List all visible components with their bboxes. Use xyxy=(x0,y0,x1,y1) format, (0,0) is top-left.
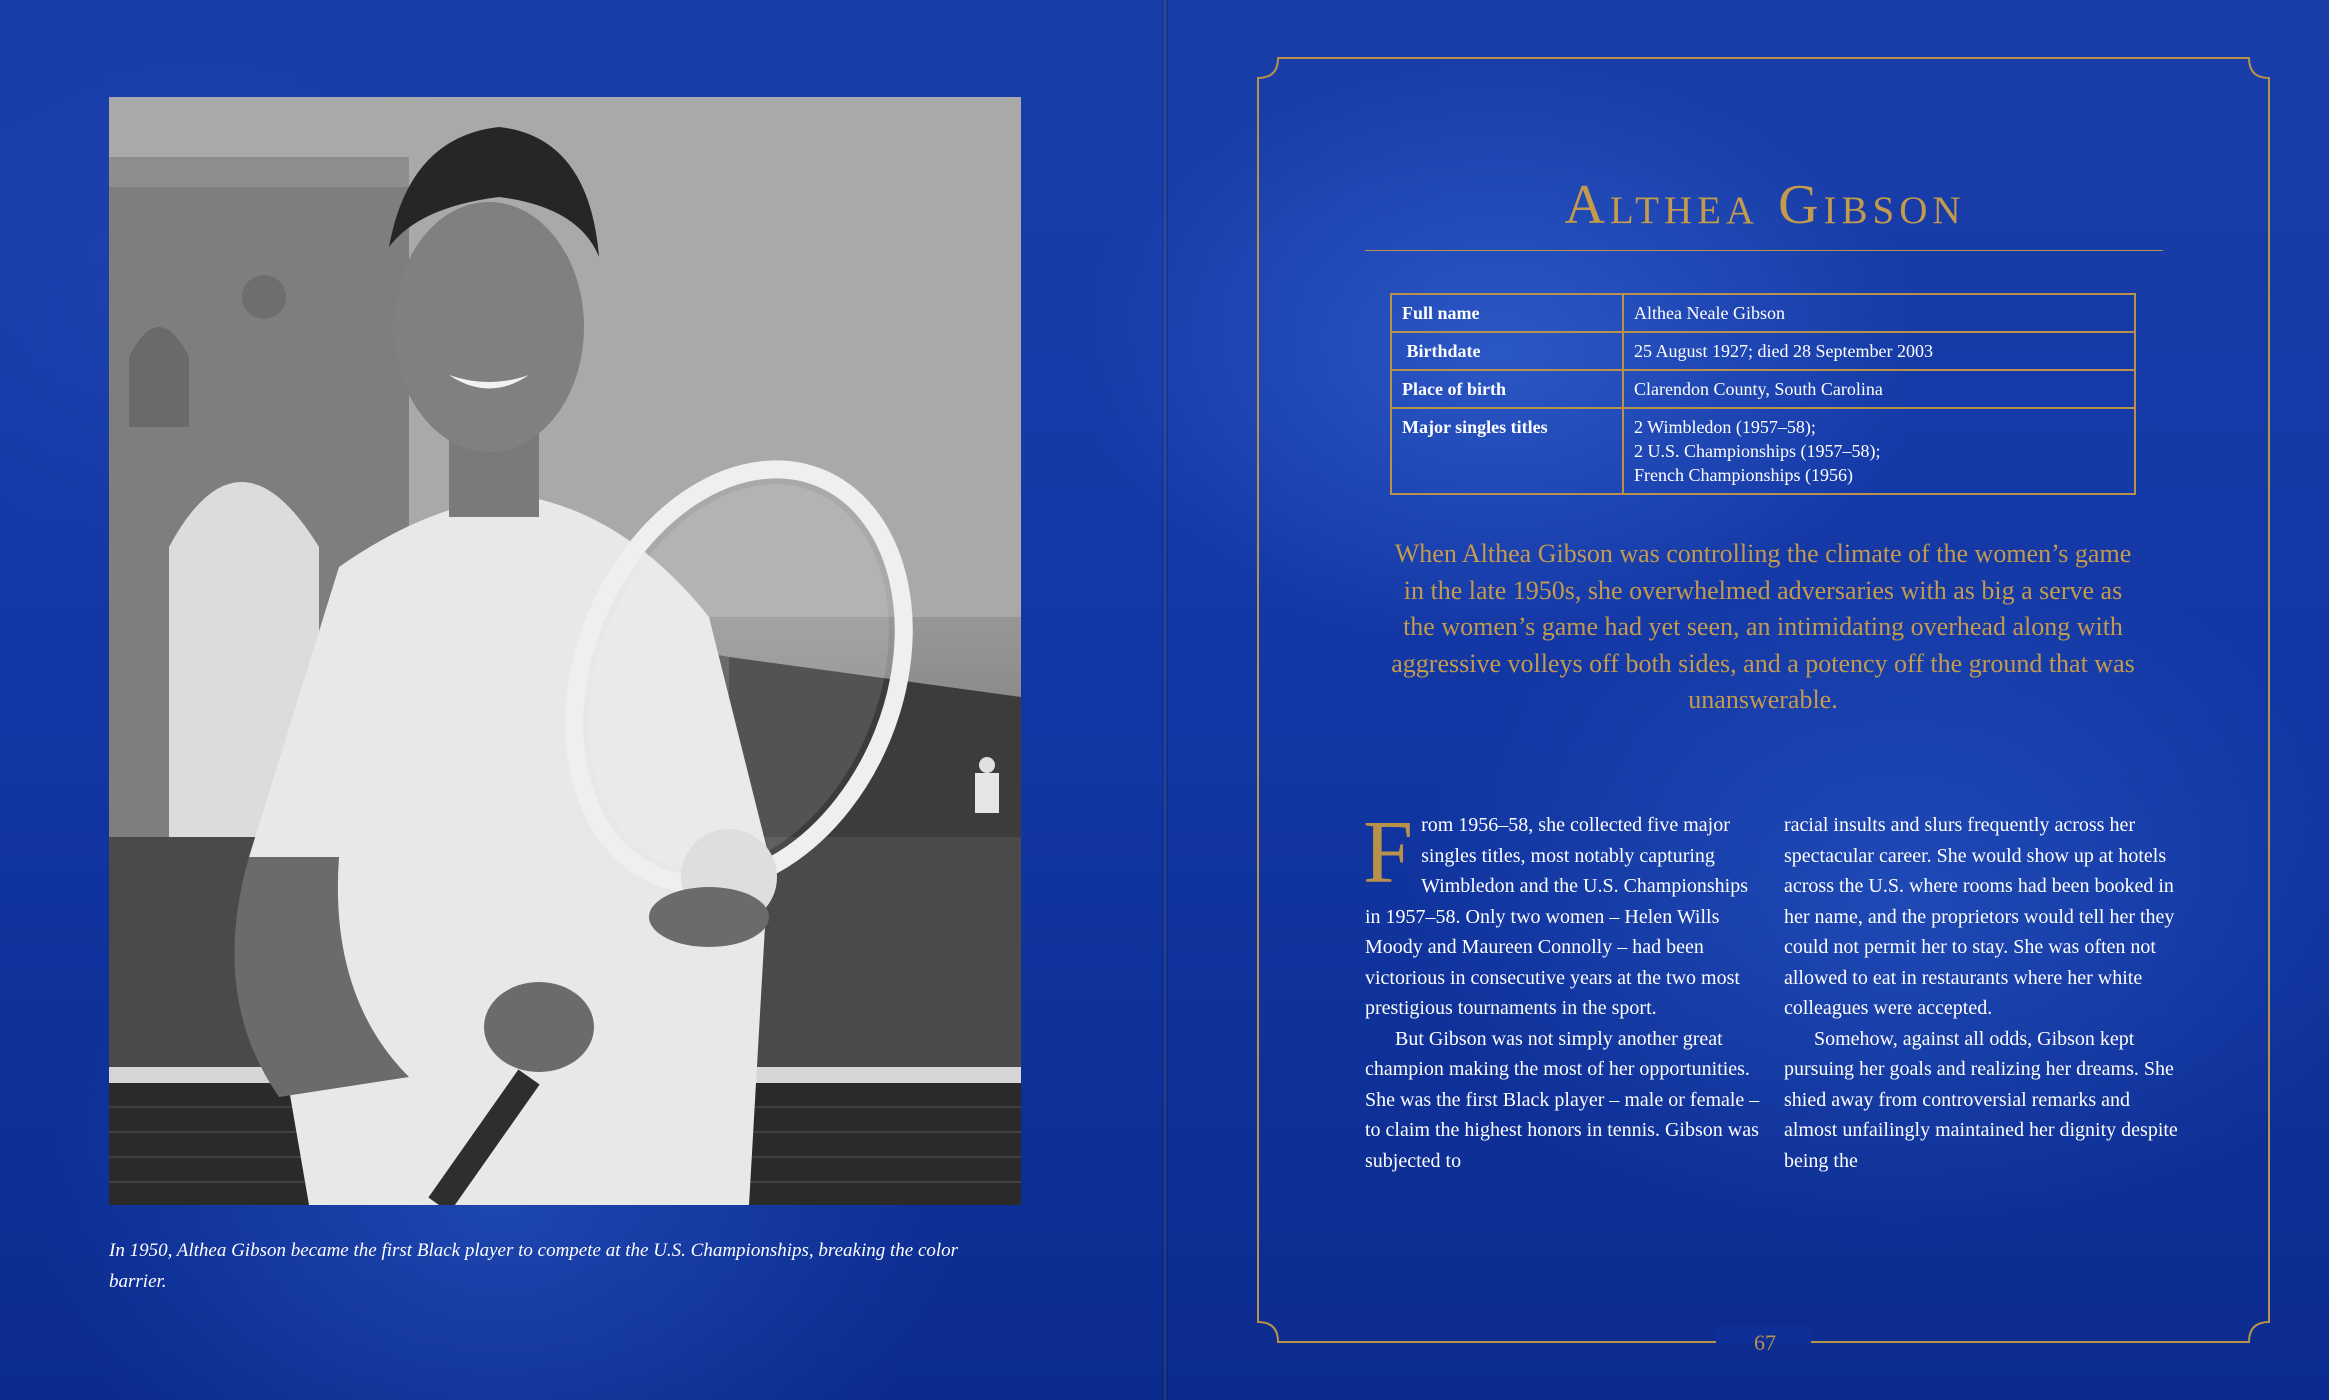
page-number: 67 xyxy=(1754,1330,1776,1355)
body-column-2 xyxy=(1784,810,2184,1176)
body-paragraph: racial insults and slurs frequently across her spectacular career. She would show up at hotels across the U.S. where rooms had been booked in her name, and the proprietors would tell her they could not permit her to stay. She was often not allowed to eat in restaurants where her white colleagues were accepted. xyxy=(1784,814,2175,1019)
fact-label-text: Birthdate xyxy=(1406,341,1481,361)
fact-label: Place of birth xyxy=(1391,370,1623,408)
fact-label: Major singles titles xyxy=(1391,408,1623,494)
althea-gibson-photo xyxy=(109,97,1021,1205)
photo-caption: In 1950, Althea Gibson became the first Black player to compete at the U.S. Championships, breaking the color barrier. xyxy=(109,1240,959,1292)
paragraph-text: rom 1956–58, she collected five major singles titles, most notably capturing Wimbledon and the U.S. Championships in 1957–58. Only two women – Helen Wills Moody and Maureen Connolly – had been victorious in consecutive years at the two most prestigious tournaments in the sport. xyxy=(1365,814,1749,1019)
fact-value: Althea Neale Gibson xyxy=(1623,294,2135,332)
facts-table xyxy=(1390,293,2136,495)
fact-label: Full name xyxy=(1391,294,1623,332)
title-divider xyxy=(1365,250,2163,251)
body-column-1 xyxy=(1363,803,1765,1176)
pull-quote: When Althea Gibson was controlling the climate of the women’s game in the late 1950s, she overwhelmed adversaries with as big a serve as the women’s game had yet seen, an intimidating overhead along with aggressive volleys off both sides, and a potency off the ground that was unanswerable. xyxy=(1391,539,2135,715)
facts-row xyxy=(1391,294,2135,332)
fact-value-line: 2 U.S. Championships (1957–58); xyxy=(1634,441,1881,461)
fact-value-line: French Championships (1956) xyxy=(1634,465,1853,485)
fact-value xyxy=(1623,408,2135,494)
page-gutter xyxy=(1162,0,1168,1400)
body-paragraph: But Gibson was not simply another great champion making the most of her opportunities. She was the first Black player – male or female – to claim the highest honors in tennis. Gibson was subjected to xyxy=(1365,1027,1760,1172)
drop-cap: F xyxy=(1363,803,1414,902)
facts-row xyxy=(1391,332,2135,370)
fact-label xyxy=(1391,332,1623,370)
fact-value-line: 2 Wimbledon (1957–58); xyxy=(1634,417,1816,437)
fact-value: 25 August 1927; died 28 September 2003 xyxy=(1623,332,2135,370)
facts-row xyxy=(1391,408,2135,494)
page-title: Althea Gibson xyxy=(1564,174,1966,236)
body-paragraph: Somehow, against all odds, Gibson kept pursuing her goals and realizing her dreams. She shied away from controversial remarks and almost unfailingly maintained her dignity despite being the xyxy=(1784,1027,2178,1172)
body-paragraph xyxy=(1363,803,1765,1024)
fact-value: Clarendon County, South Carolina xyxy=(1623,370,2135,408)
facts-row xyxy=(1391,370,2135,408)
